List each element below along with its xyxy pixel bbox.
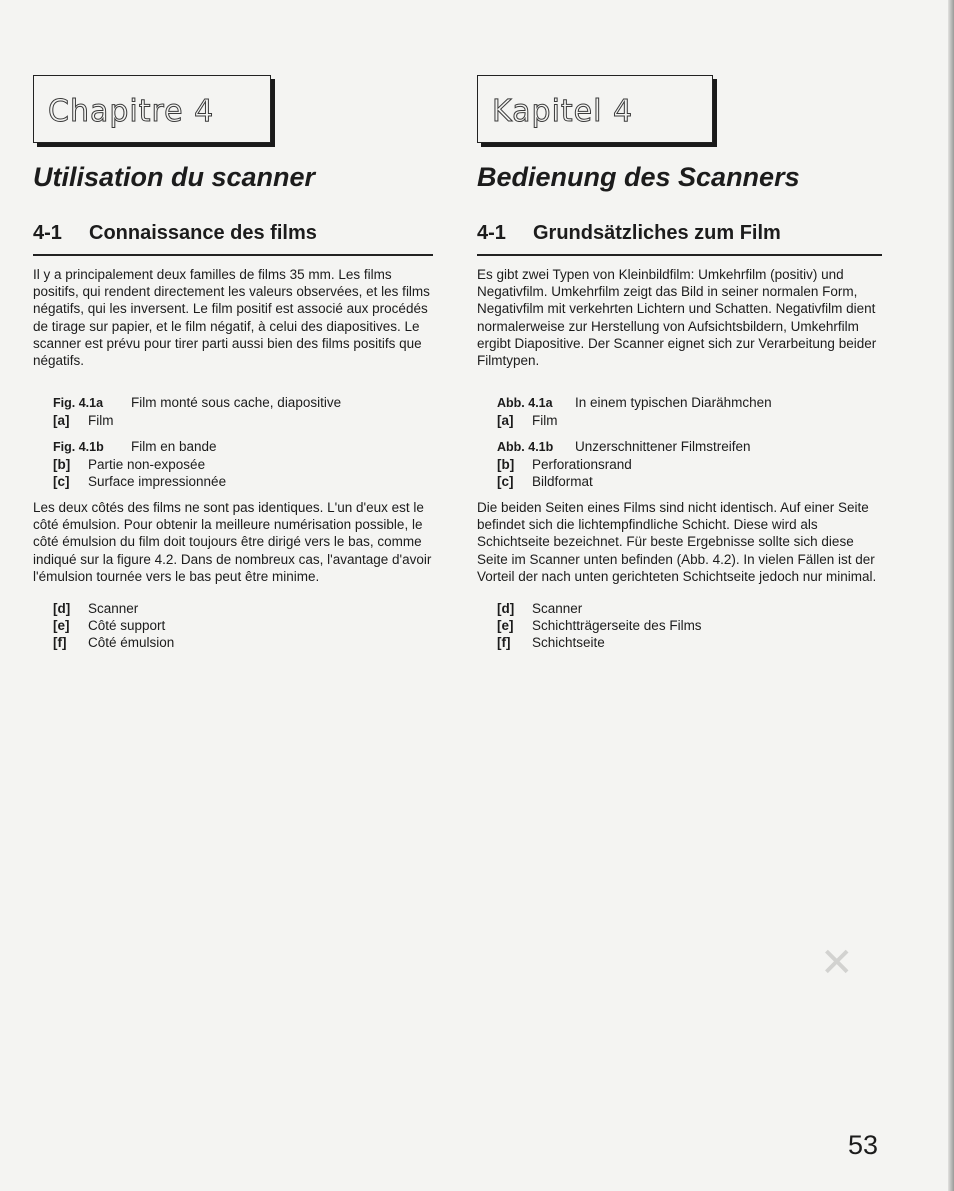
item-key: [b] xyxy=(53,457,71,473)
figure-label: Fig. 4.1b xyxy=(53,440,104,454)
item-text: Schichtträgerseite des Films xyxy=(532,618,702,634)
intro-paragraph: Il y a principalement deux familles de films 35 mm. Les films positifs, qui rendent directement les valeurs observées, et les films négatifs, qui les inversent. Le film positif est associé aux procédés de tirage sur papier, et le film négatif, à celui des diapositives. Le scanner est prévu pour tirer parti aussi bien des films positifs que négatifs. xyxy=(33,267,430,369)
section-number: 4-1 xyxy=(33,222,62,244)
item-key: [a] xyxy=(497,413,514,429)
figure-label: Fig. 4.1a xyxy=(53,396,104,410)
item-text: Scanner xyxy=(88,601,139,616)
item-key: [a] xyxy=(53,413,70,429)
item-key: [d] xyxy=(53,601,71,616)
item-key: [c] xyxy=(53,474,70,490)
section-number: 4-1 xyxy=(477,222,506,244)
section-heading xyxy=(33,222,317,245)
page-edge-shadow xyxy=(948,0,954,1191)
item-key: [f] xyxy=(497,635,511,651)
intro-paragraph: Es gibt zwei Typen von Kleinbildfilm: Umkehrfilm (positiv) und Negativfilm. Umkehrfilm zeigt das Bild in seiner normalen Form, Negativfilm mit verkehrten Lichtern und Schatten. Negativfilm dient normalerweise zur Herstellung von Aufsichtsbildern, Umkehrfilm ergibt Diapositive. Der Scanner eignet sich zur Verarbeitung beider Filmtypen. xyxy=(477,267,877,369)
item-key: [e] xyxy=(497,618,514,634)
page-number: 53 xyxy=(847,1130,878,1160)
figure-caption-a xyxy=(497,394,772,429)
item-key: [c] xyxy=(497,474,514,490)
item-text: Partie non-exposée xyxy=(88,457,206,473)
figure-legend xyxy=(497,600,702,652)
section-title: Grundsätzliches zum Film xyxy=(533,222,781,244)
item-text: Côté émulsion xyxy=(88,635,175,651)
item-text: Bildformat xyxy=(532,474,593,490)
figure-caption: Film en bande xyxy=(131,439,217,454)
item-text: Perforationsrand xyxy=(532,457,632,473)
item-text: Côté support xyxy=(88,618,166,634)
figure-label: Abb. 4.1b xyxy=(497,440,554,454)
figure-caption-b xyxy=(497,438,751,491)
chapter-box xyxy=(33,75,271,143)
chapter-heading: Kapitel 4 xyxy=(492,94,634,129)
figure-caption-a xyxy=(53,394,341,429)
section-rule xyxy=(33,254,433,256)
section-title: Connaissance des films xyxy=(89,222,317,244)
figure-caption: Unzerschnittener Filmstreifen xyxy=(575,439,751,454)
figure-caption: Film monté sous cache, diapositive xyxy=(131,395,342,410)
figure-caption-b xyxy=(53,438,226,491)
figure-legend xyxy=(53,600,174,652)
section-heading xyxy=(477,222,781,245)
item-text: Schichtseite xyxy=(532,635,605,651)
item-text: Film xyxy=(88,413,114,429)
chapter-heading: Chapitre 4 xyxy=(48,94,215,129)
figure-caption: In einem typischen Diarähmchen xyxy=(575,395,772,410)
chapter-title: Bedienung des Scanners xyxy=(477,162,800,192)
chapter-title: Utilisation du scanner xyxy=(33,162,316,192)
item-text: Surface impressionnée xyxy=(88,474,227,490)
chapter-box xyxy=(477,75,713,143)
body-paragraph: Les deux côtés des films ne sont pas identiques. L'un d'eux est le côté émulsion. Pour obtenir la meilleure numérisation possible, le côté émulsion du film doit toujours être dirigé vers le bas, comme indiqué sur la figure 4.2. Dans de nombreux cas, l'avantage d'avoir l'émulsion tournée vers le bas peut être minime. xyxy=(33,500,432,584)
item-key: [f] xyxy=(53,635,67,651)
bleed-through-x-mark: ✕ xyxy=(820,941,854,985)
item-text: Scanner xyxy=(532,601,583,616)
figure-label: Abb. 4.1a xyxy=(497,396,553,410)
body-paragraph: Die beiden Seiten eines Films sind nicht identisch. Auf einer Seite befindet sich die lichtempfindliche Schicht. Diese wird als Schichtseite bezeichnet. Für beste Ergebnisse sollte sich diese Seite im Scanner unten befinden (Abb. 4.2). In vielen Fällen ist der Vorteil der nach unten gerichteten Schichtseite jedoch nur minimal. xyxy=(477,500,877,584)
section-rule xyxy=(477,254,882,256)
item-text: Film xyxy=(532,413,558,429)
item-key: [d] xyxy=(497,601,515,616)
item-key: [b] xyxy=(497,457,515,473)
item-key: [e] xyxy=(53,618,70,634)
